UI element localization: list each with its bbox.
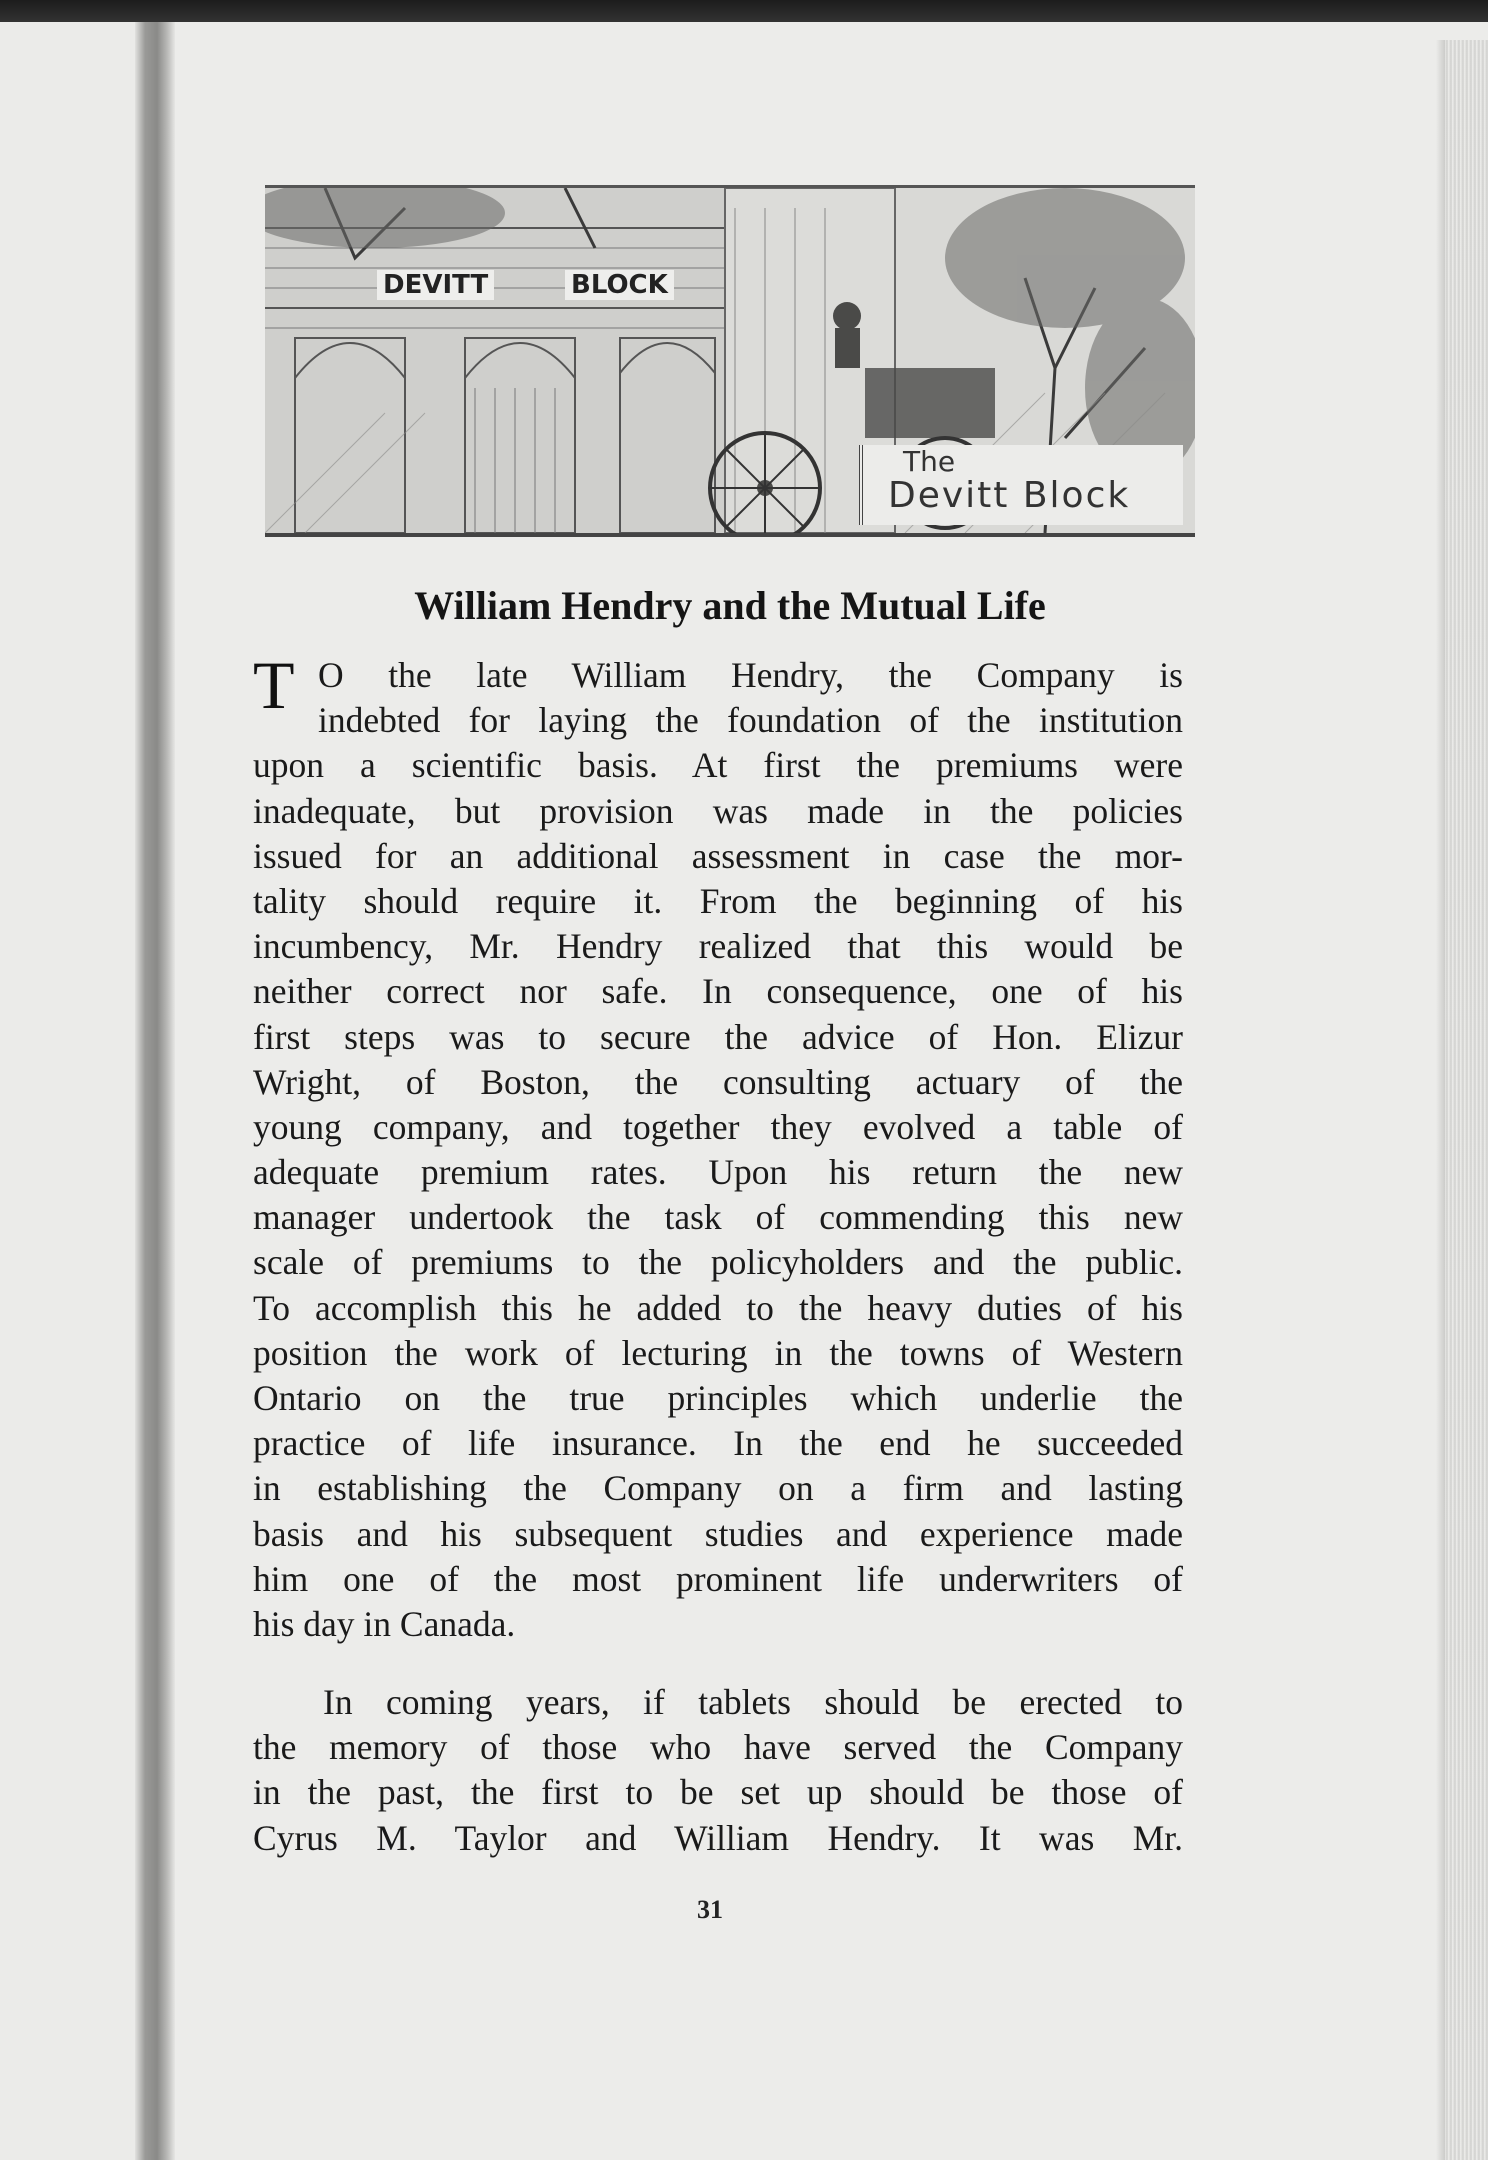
paragraph-1: [253, 647, 1183, 1647]
text-line: the memory of those who have served the Company: [253, 1727, 1183, 1768]
text-line: position the work of lecturing in the towns of Western: [253, 1332, 1183, 1373]
text-line: To accomplish this he added to the heavy duties of his: [253, 1287, 1183, 1328]
page-number: 31: [697, 1895, 723, 1924]
text-line: his day in Canada.: [253, 1603, 516, 1644]
text-line: Wright, of Boston, the consulting actuary of the: [253, 1061, 1183, 1102]
text-line: incumbency, Mr. Hendry realized that this would be: [253, 926, 1183, 967]
text-line: young company, and together they evolved a table of: [253, 1106, 1183, 1147]
text-line: scale of premiums to the policyholders and the public.: [253, 1242, 1183, 1283]
text-line: manager undertook the task of commending this new: [253, 1197, 1183, 1238]
chapter-heading: William Hendry and the Mutual Life: [414, 583, 1046, 628]
book-gutter: [135, 22, 175, 2160]
devitt-block-illustration: [265, 185, 1195, 537]
text-line: practice of life insurance. In the end he succeeded: [253, 1423, 1183, 1464]
text-line: basis and his subsequent studies and experience made: [253, 1513, 1183, 1554]
text-line: in establishing the Company on a firm and lasting: [253, 1468, 1183, 1509]
text-line: neither correct nor safe. In consequence, one of his: [253, 971, 1183, 1012]
text-line: issued for an additional assessment in case the mor-: [253, 835, 1183, 876]
sign-devitt: DEVITT: [377, 270, 494, 300]
text-line: him one of the most prominent life underwriters of: [253, 1558, 1183, 1599]
sign-block: BLOCK: [565, 270, 674, 300]
caption-name: Devitt Block: [888, 475, 1131, 516]
text-line: in the past, the first to be set up should be those of: [253, 1772, 1183, 1813]
caption-the: The: [903, 445, 956, 478]
drop-cap: T: [253, 647, 295, 723]
text-line: In coming years, if tablets should be erected to: [323, 1682, 1183, 1722]
text-line: tality should require it. From the beginning of his: [253, 880, 1183, 921]
text-line: indebted for laying the foundation of the institution: [318, 700, 1183, 741]
text-line: upon a scientific basis. At first the premiums were: [253, 745, 1183, 786]
dropcap-block: [253, 647, 1183, 743]
text-line: O the late William Hendry, the Company is: [318, 655, 1183, 695]
text-line: Cyrus M. Taylor and William Hendry. It was Mr.: [253, 1817, 1183, 1858]
paragraph-2: [253, 1680, 1183, 1861]
page-stack-edge: [1445, 40, 1488, 2160]
text-line: first steps was to secure the advice of Hon. Elizur: [253, 1016, 1183, 1057]
text-line: inadequate, but provision was made in the policies: [253, 790, 1183, 831]
illustration-caption: [859, 445, 1183, 525]
text-line: Ontario on the true principles which underlie the: [253, 1378, 1183, 1418]
facing-page-edge: [0, 22, 135, 2160]
text-line: adequate premium rates. Upon his return the new: [253, 1152, 1183, 1193]
